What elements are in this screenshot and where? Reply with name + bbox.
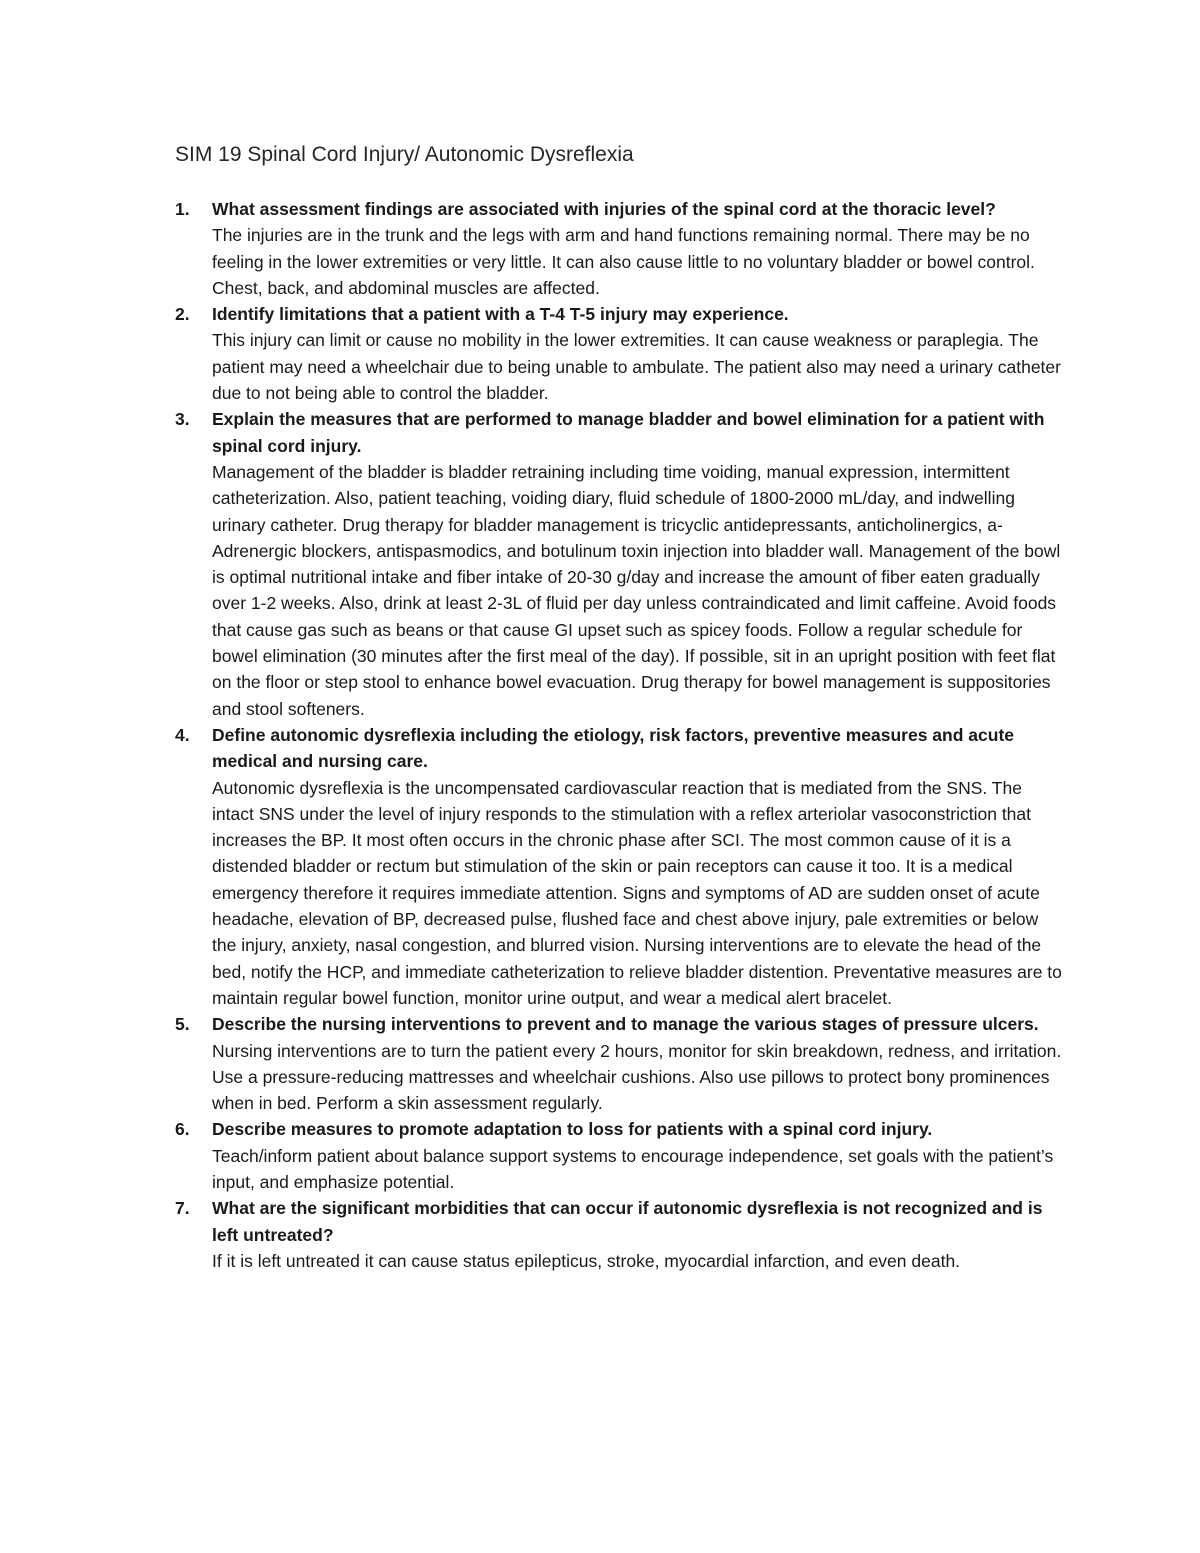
question-text: Explain the measures that are performed to manage bladder and bowel elimination for a patient with spinal cord injury. bbox=[212, 409, 1045, 456]
question-text: Describe measures to promote adaptation to loss for patients with a spinal cord injury. bbox=[212, 1119, 933, 1140]
question-item-3 bbox=[175, 406, 1065, 722]
question-item-2 bbox=[175, 301, 1065, 406]
question-item-7 bbox=[175, 1195, 1065, 1274]
answer-text: Autonomic dysreflexia is the uncompensated cardiovascular reaction that is mediated from the SNS. The intact SNS under the level of injury responds to the stimulation with a reflex arteriolar vasoconstriction that increases the BP. It most often occurs in the chronic phase after SCI. The most common cause of it is a distended bladder or rectum but stimulation of the skin or pain receptors can cause it too. It is a medical emergency therefore it requires immediate attention. Signs and symptoms of AD are sudden onset of acute headache, elevation of BP, decreased pulse, flushed face and chest above injury, pale extremities or below the injury, anxiety, nasal congestion, and blurred vision. Nursing interventions are to elevate the head of the bed, notify the HCP, and immediate catheterization to relieve bladder distention. Preventative measures are to maintain regular bowel function, monitor urine output, and wear a medical alert bracelet. bbox=[212, 777, 1062, 1008]
question-number: 2. bbox=[175, 304, 190, 325]
question-item-6 bbox=[175, 1116, 1065, 1195]
question-text: Describe the nursing interventions to prevent and to manage the various stages of pressure ulcers. bbox=[212, 1014, 1039, 1035]
question-number: 7. bbox=[175, 1198, 190, 1219]
question-text: What assessment findings are associated with injuries of the spinal cord at the thoracic level? bbox=[212, 199, 996, 219]
question-number: 6. bbox=[175, 1119, 190, 1140]
question-item-1 bbox=[175, 196, 1065, 301]
question-number: 3. bbox=[175, 409, 190, 430]
document-title: SIM 19 Spinal Cord Injury/ Autonomic Dysreflexia bbox=[175, 143, 634, 166]
question-text: Define autonomic dysreflexia including the etiology, risk factors, preventive measures and acute medical and nursing care. bbox=[212, 724, 1015, 772]
question-list bbox=[175, 196, 1065, 1274]
question-number: 4. bbox=[175, 724, 190, 745]
question-item-5 bbox=[175, 1011, 1065, 1116]
answer-text: Teach/inform patient about balance support systems to encourage independence, set goals with the patient’s input, and emphasize potential. bbox=[212, 1145, 1054, 1192]
question-number: 1. bbox=[175, 199, 190, 219]
answer-text: Management of the bladder is bladder retraining including time voiding, manual expression, intermittent catheterization. Also, patient teaching, voiding diary, fluid schedule of 1800-2000 mL/day, and indwelling urinary catheter. Drug therapy for bladder management is tricyclic antidepressants, anticholinergics, a-Adrenergic blockers, antispasmodics, and botulinum toxin injection into bladder wall. Management of the bowl is optimal nutritional intake and fiber intake of 20-30 g/day and increase the amount of fiber eaten gradually over 1-2 weeks. Also, drink at least 2-3L of fluid per day unless contraindicated and limit caffeine. Avoid foods that cause gas such as beans or that cause GI upset such as spicey foods. Follow a regular schedule for bowel elimination (30 minutes after the first meal of the day). If possible, sit in an upright position with feet flat on the floor or step stool to enhance bowel evacuation. Drug therapy for bowel management is suppositories and stool softeners. bbox=[212, 461, 1061, 719]
answer-text: The injuries are in the trunk and the legs with arm and hand functions remaining normal. There may be no feeling in the lower extremities or very little. It can also cause little to no voluntary bladder or bowel control. Chest, back, and abdominal muscles are affected. bbox=[212, 225, 1035, 298]
answer-text: Nursing interventions are to turn the patient every 2 hours, monitor for skin breakdown, redness, and irritation. Use a pressure-reducing mattresses and wheelchair cushions. Also use pillows to protect bony prominences when in bed. Perform a skin assessment regularly. bbox=[212, 1040, 1062, 1114]
question-text: What are the significant morbidities that can occur if autonomic dysreflexia is not recognized and is left untreated? bbox=[212, 1198, 1043, 1245]
question-text: Identify limitations that a patient with a T-4 T-5 injury may experience. bbox=[212, 304, 789, 325]
question-number: 5. bbox=[175, 1014, 190, 1035]
answer-text: If it is left untreated it can cause status epilepticus, stroke, myocardial infarction, and even death. bbox=[212, 1250, 961, 1271]
question-item-4 bbox=[175, 722, 1065, 1011]
answer-text: This injury can limit or cause no mobility in the lower extremities. It can cause weakness or paraplegia. The patient may need a wheelchair due to being unable to ambulate. The patient also may need a urinary catheter due to not being able to control the bladder. bbox=[212, 330, 1061, 404]
